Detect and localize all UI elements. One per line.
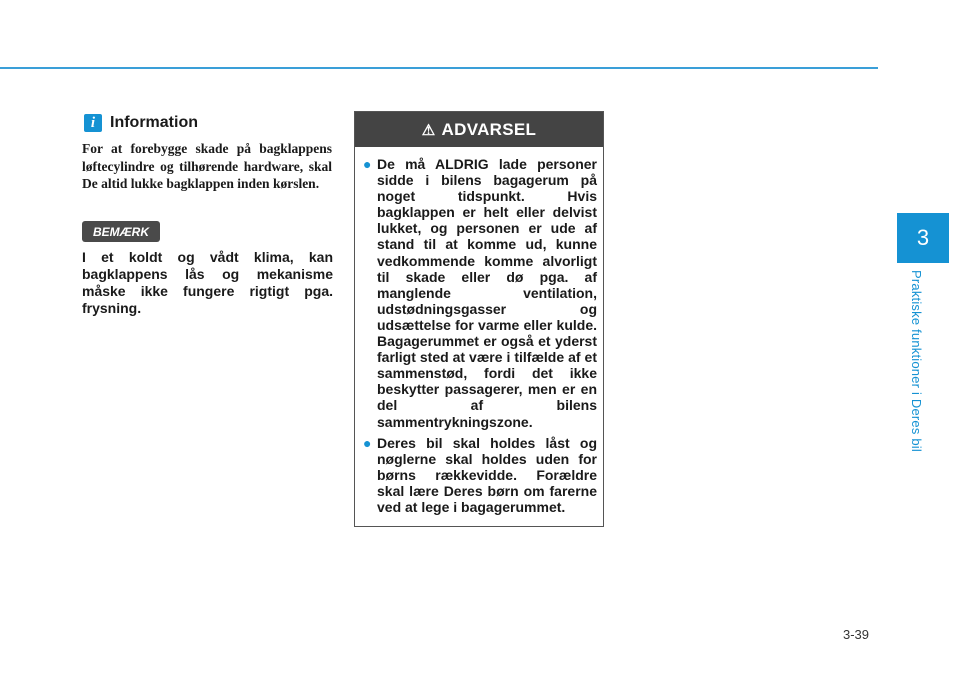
chapter-tab — [897, 213, 949, 263]
warning-item — [363, 435, 597, 515]
info-heading — [84, 114, 198, 132]
info-icon: i — [84, 114, 102, 132]
note-badge: BEMÆRK — [82, 221, 160, 242]
bullet-icon: ● — [363, 156, 372, 172]
bullet-icon: ● — [363, 434, 372, 451]
note-text: I et koldt og vådt klima, kan bagklappens lås og mekanisme måske ikke fungere rigtigt pga. frysning. — [82, 249, 333, 316]
warning-title: ADVARSEL — [441, 119, 537, 139]
info-title: Information — [110, 114, 198, 131]
info-text: For at forebygge skade på bagklappens løftecylindre og tilhørende hardware, skal De altid lukke bagklappen inden kørslen. — [82, 141, 332, 191]
warning-box — [354, 111, 604, 527]
warning-item-text: Deres bil skal holdes låst og nøglerne skal holdes uden for børns rækkevidde. Forældre skal lære Deres børn om farerne ved at lege i bagagerummet. — [377, 434, 597, 515]
top-rule — [0, 67, 878, 69]
page-number: 3-39 — [843, 627, 870, 642]
warning-header — [355, 112, 603, 147]
chapter-title: Praktiske funktioner i Deres bil — [909, 270, 924, 452]
warning-list — [355, 147, 603, 515]
warning-triangle-icon: ⚠ — [421, 121, 436, 139]
chapter-number: 3 — [916, 225, 930, 250]
warning-item — [363, 156, 597, 430]
warning-item-text: De må ALDRIG lade personer sidde i bilens bagagerum på noget tidspunkt. Hvis bagklappen er helt eller delvist lukket, og personen er ude af stand til at komme ud, kunne vedkommende komme alvorligt til skade eller dø pga. af manglende ventilation, udstødningsgasser og udsættelse for varme eller kulde. Bagagerummet er også et yderst farligt sted at være i tilfælde af et sammenstød, fordi det ikke beskytter passagerer, men er en del af bilens sammentrykningszone. — [377, 156, 597, 430]
